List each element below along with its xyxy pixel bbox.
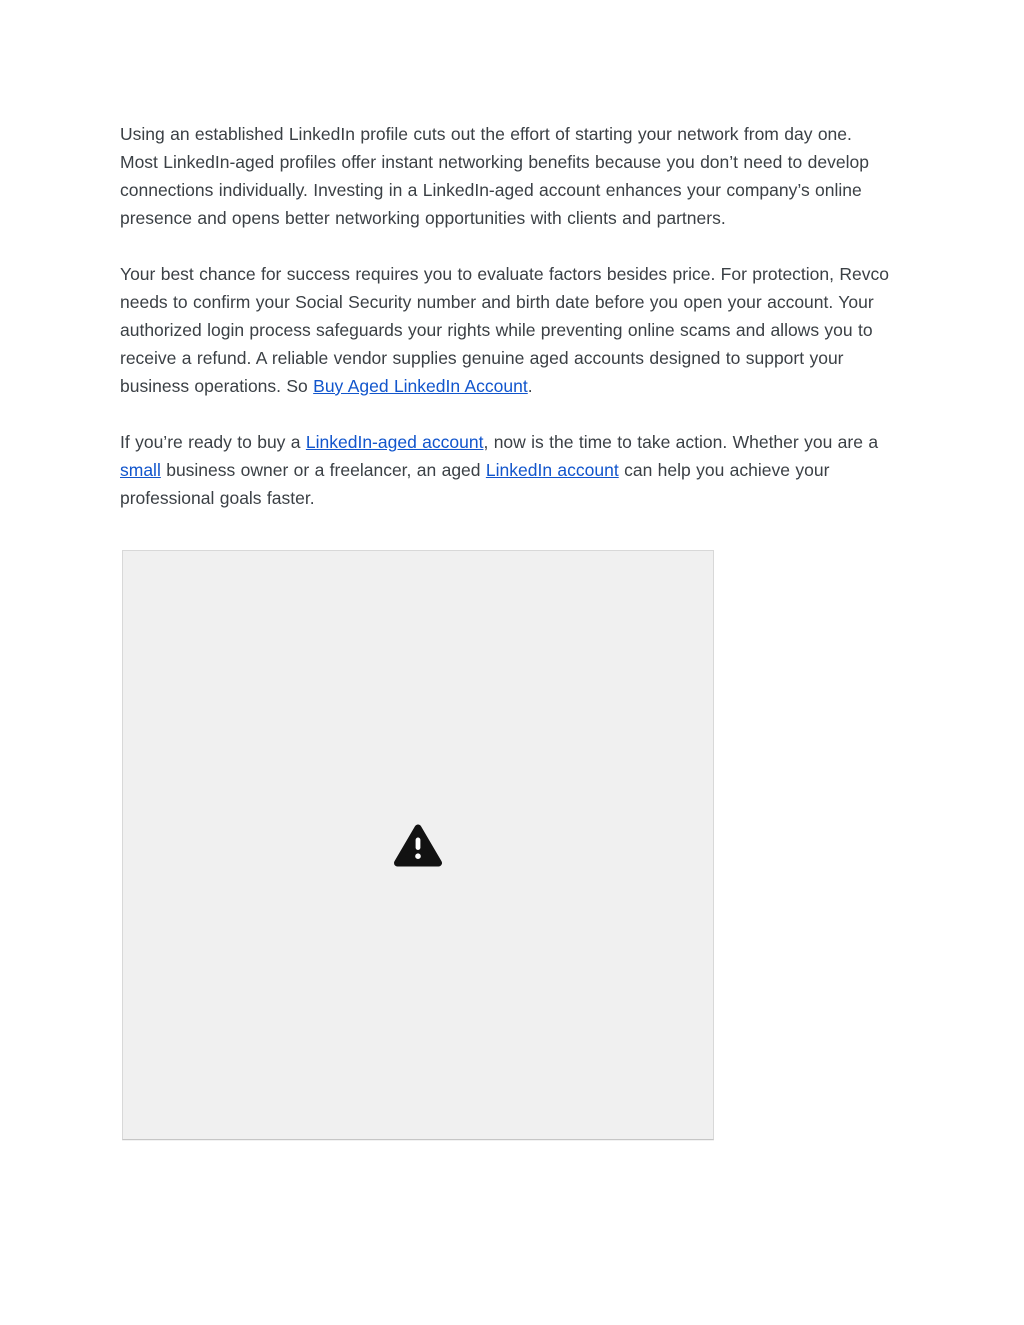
paragraph-1-text: Using an established LinkedIn profile cuts out the effort of starting your network from day one. Most LinkedIn-aged profiles offer instant networking benefits because you don’t need to develop connections individually. Investing in a LinkedIn-aged account enhances your company’s online presence and opens better networking opportunities with clients and partners. (120, 124, 869, 228)
paragraph-3-text-3: business owner or a freelancer, an aged (160, 460, 486, 480)
paragraph-3-text-2: , now is the time to take action. Whether you are a (483, 432, 879, 452)
paragraph-3-text: If you’re ready to buy a (120, 432, 306, 452)
paragraph-2 (120, 260, 892, 400)
broken-image-placeholder[interactable] (122, 550, 714, 1140)
link-buy-aged-linkedin-account[interactable]: Buy Aged LinkedIn Account (313, 376, 528, 396)
link-linkedin-aged-account[interactable]: LinkedIn-aged account (305, 432, 484, 452)
link-small[interactable]: small (120, 460, 161, 480)
paragraph-1 (120, 120, 892, 232)
paragraph-3 (120, 428, 892, 512)
paragraph-2-text: Your best chance for success requires you to evaluate factors besides price. For protection, Revco needs to confirm your Social Security number and birth date before you open your account. Your authorized login process safeguards your rights while preventing online scams and allows you to receive a refund. A reliable vendor supplies genuine aged accounts designed to support your business operations. So (120, 264, 889, 396)
link-linkedin-account[interactable]: LinkedIn account (485, 460, 619, 480)
paragraph-3-text-end: can help you achieve your professional goals faster. (120, 460, 830, 508)
warning-triangle-icon (393, 823, 443, 867)
paragraph-2-text-end: . (527, 376, 533, 396)
